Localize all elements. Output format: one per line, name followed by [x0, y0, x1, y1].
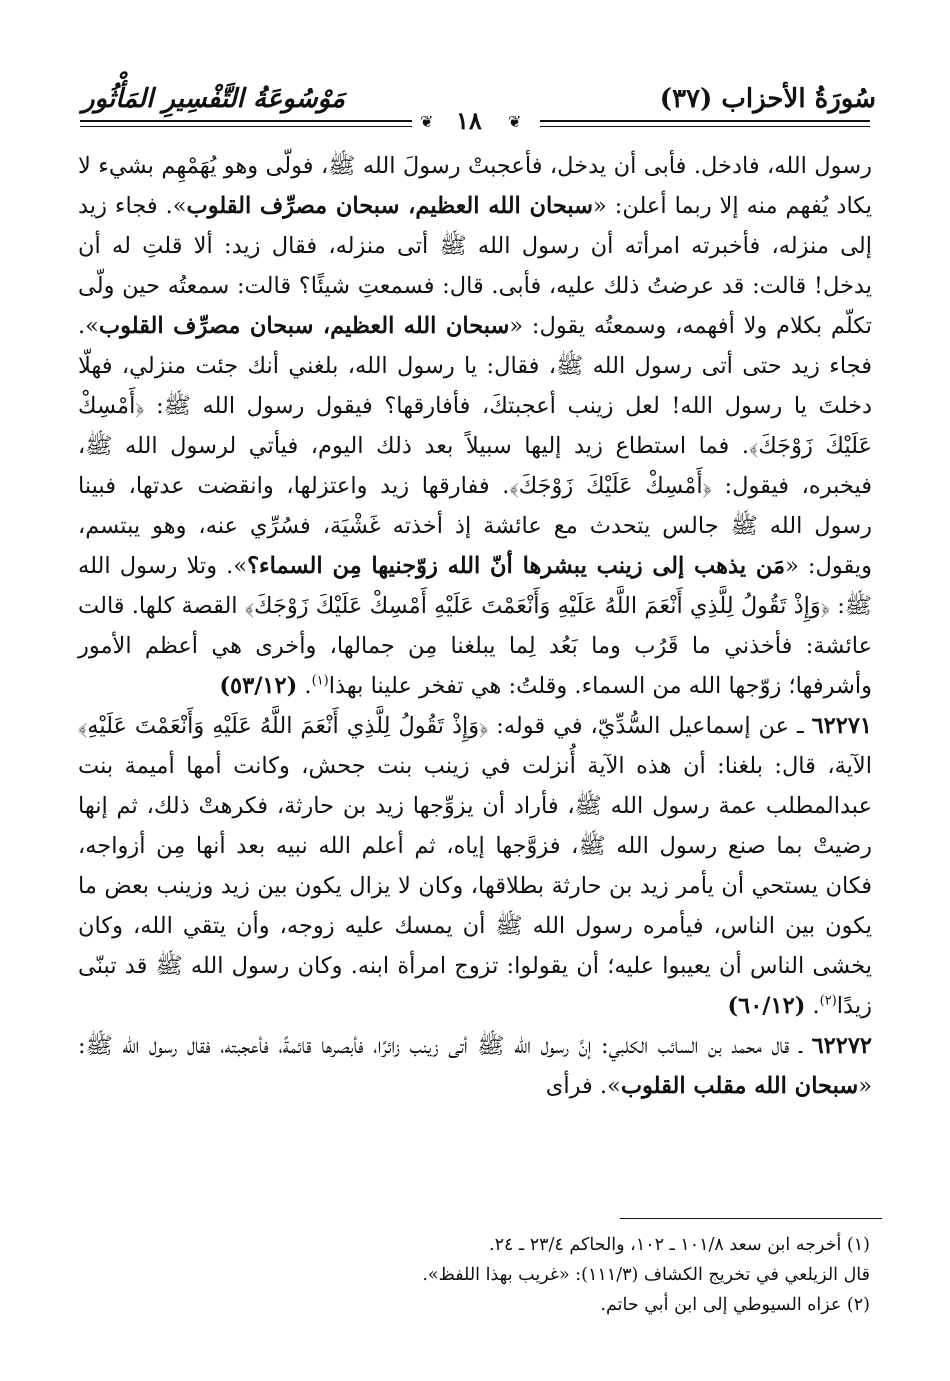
- footnote-1: (١) أخرجه ابن سعد ١٠١/٨ ـ ١٠٢، والحاكم ٢٣/٤ ـ ٢٤.: [489, 1235, 870, 1255]
- paragraph-2: [78, 706, 872, 1026]
- header-ornament-left: ❦: [420, 112, 434, 131]
- bold-text: سبحان الله العظيم، سبحان مصرِّف القلوب: [186, 193, 594, 219]
- footnote-separator: [620, 1218, 882, 1219]
- paragraph-1: [78, 146, 872, 706]
- footnote-marker: (٢): [819, 993, 837, 1009]
- text-run: ». فجاء زيد إلى منزله، فأخبرته امرأته أن رسول الله ﷺ أتى منزله، فقال زيد: ألا قلتِ له أن يدخل! قالت: قد عرضتُ ذلك عليه، فأبى. قال: فسمعتِ شيئًا؟ قالت: سمعتُه حين ولّى تكلّم بكلام ولا أفهمه، وسمعتُه يقول: «: [78, 193, 872, 339]
- text-run: .: [805, 993, 820, 1019]
- bold-text: ٦٢٢٧١: [811, 713, 872, 739]
- header-rule-right-top: [540, 120, 870, 122]
- bold-text: (٥٣/١٢): [219, 673, 298, 699]
- text-run: ـ قال محمد بن السائب الكلبي: إنَّ رسول الله ﷺ أتى زينب زائرًا، فأبصرها قائمةً، فأعجبته، فقال رسول الله ﷺ: «: [78, 1033, 872, 1099]
- header-rule-right-bottom: [540, 126, 870, 127]
- book-title: مَوْسُوعَةُ التَّفْسِيرِ المَأْثُور: [82, 84, 345, 114]
- footnote-marker: (١): [311, 673, 329, 689]
- footnote-2: (٢) عزاه السيوطي إلى ابن أبي حاتم.: [600, 1295, 870, 1315]
- bold-text: ٦٢٢٧٢: [811, 1033, 872, 1059]
- text-run: ». وتلا رسول الله ﷺ: ﴿وَإِذْ تَقُولُ لِلَّذِي أَنْعَمَ اللَّهُ عَلَيْهِ وَأَنْعَمْتَ عَلَيْهِ أَمْسِكْ عَلَيْكَ زَوْجَكَ﴾ القصة كلها. قالت عائشة: فأخذني ما قَرُب وما بَعُد لِما يبلغنا مِن جمالها، وأخرى هي أعظم الأمور وأشرفها؛ زوّجها الله من السماء. وقلتُ: هي تفخر علينا بهذا: [78, 553, 872, 699]
- header-rule-left-bottom: [80, 126, 412, 127]
- text-run: رسول الله، فادخل. فأبى أن يدخل، فأعجبتْ رسولَ الله ﷺ، فولّى وهو يُهَمْهِم بشيء لا يكاد يُفهم منه إلا ربما أعلن: «: [78, 153, 872, 219]
- bold-text: سبحان الله مقلب القلوب: [620, 1073, 859, 1099]
- bold-text: سبحان الله العظيم، سبحان مصرِّف القلوب: [98, 313, 510, 339]
- text-run: ». فجاء زيد حتى أتى رسول الله ﷺ، فقال: يا رسول الله، بلغني أنك جئت منزلي، فهلّا دخلتَ يا رسول الله! لعل زينب أعجبتكَ، فأفارقها؟ فيقول رسول الله ﷺ: ﴿أَمْسِكْ عَلَيْكَ زَوْجَكَ﴾. فما استطاع زيد إليها سبيلاً بعد ذلك اليوم، فيأتي لرسول الله ﷺ، فيخبره، فيقول: ﴿أَمْسِكْ عَلَيْكَ زَوْجَكَ﴾. ففارقها زيد واعتزلها، وانقضت عدتها، فبينا رسول الله ﷺ جالس يتحدث مع عائشة إذ أخذته غَشْيَة، فسُرِّي عنه، وهو يبتسم، ويقول: «: [78, 313, 872, 579]
- surah-title: سُورَةُ الأحزاب (٣٧): [659, 84, 876, 114]
- header-rule-left-top: [80, 120, 412, 122]
- footnote-1-note: قال الزيلعي في تخريج الكشاف (١١١/٣): «غريب بهذا اللفظ».: [422, 1265, 870, 1285]
- bold-text: (٦٠/١٢): [727, 993, 806, 1019]
- header-ornament-right: ❦: [508, 112, 522, 131]
- text-run: .: [297, 673, 312, 699]
- text-run: ـ عن إسماعيل السُّدِّيّ، في قوله: ﴿وَإِذْ تَقُولُ لِلَّذِي أَنْعَمَ اللَّهُ عَلَيْهِ وَأَنْعَمْتَ عَلَيْهِ﴾ الآية، قال: بلغنا: أن هذه الآية أُنزلت في زينب بنت جحش، وكانت أمها أميمة بنت عبدالمطلب عمة رسول الله ﷺ، فأراد أن يزوِّجها زيد بن حارثة، فكرهتْ ذلك، ثم إنها رضيتْ بما صنع رسول الله ﷺ، فزوَّجها إياه، ثم أعلم الله نبيه بعد أنها مِن أزواجه، فكان يستحي أن يأمر زيد بن حارثة بطلاقها، وكان لا يزال يكون بين زيد وزينب بعض ما يكون بين الناس، فيأمره رسول الله ﷺ أن يمسك عليه زوجه، وأن يتقي الله، وكان يخشى الناس أن يعيبوا عليه؛ أن يقولوا: تزوج امرأة ابنه. وكان رسول الله ﷺ قد تبنّى زيدًا: [78, 713, 872, 1019]
- text-run: ». فرأى: [545, 1073, 621, 1099]
- main-text: [78, 146, 872, 1106]
- paragraph-3: [78, 1026, 872, 1106]
- footnotes: [78, 1230, 870, 1320]
- bold-text: مَن يذهب إلى زينب يبشرها أنّ الله زوّجنيها مِن السماء؟: [247, 553, 786, 579]
- page-number: ١٨: [456, 106, 482, 135]
